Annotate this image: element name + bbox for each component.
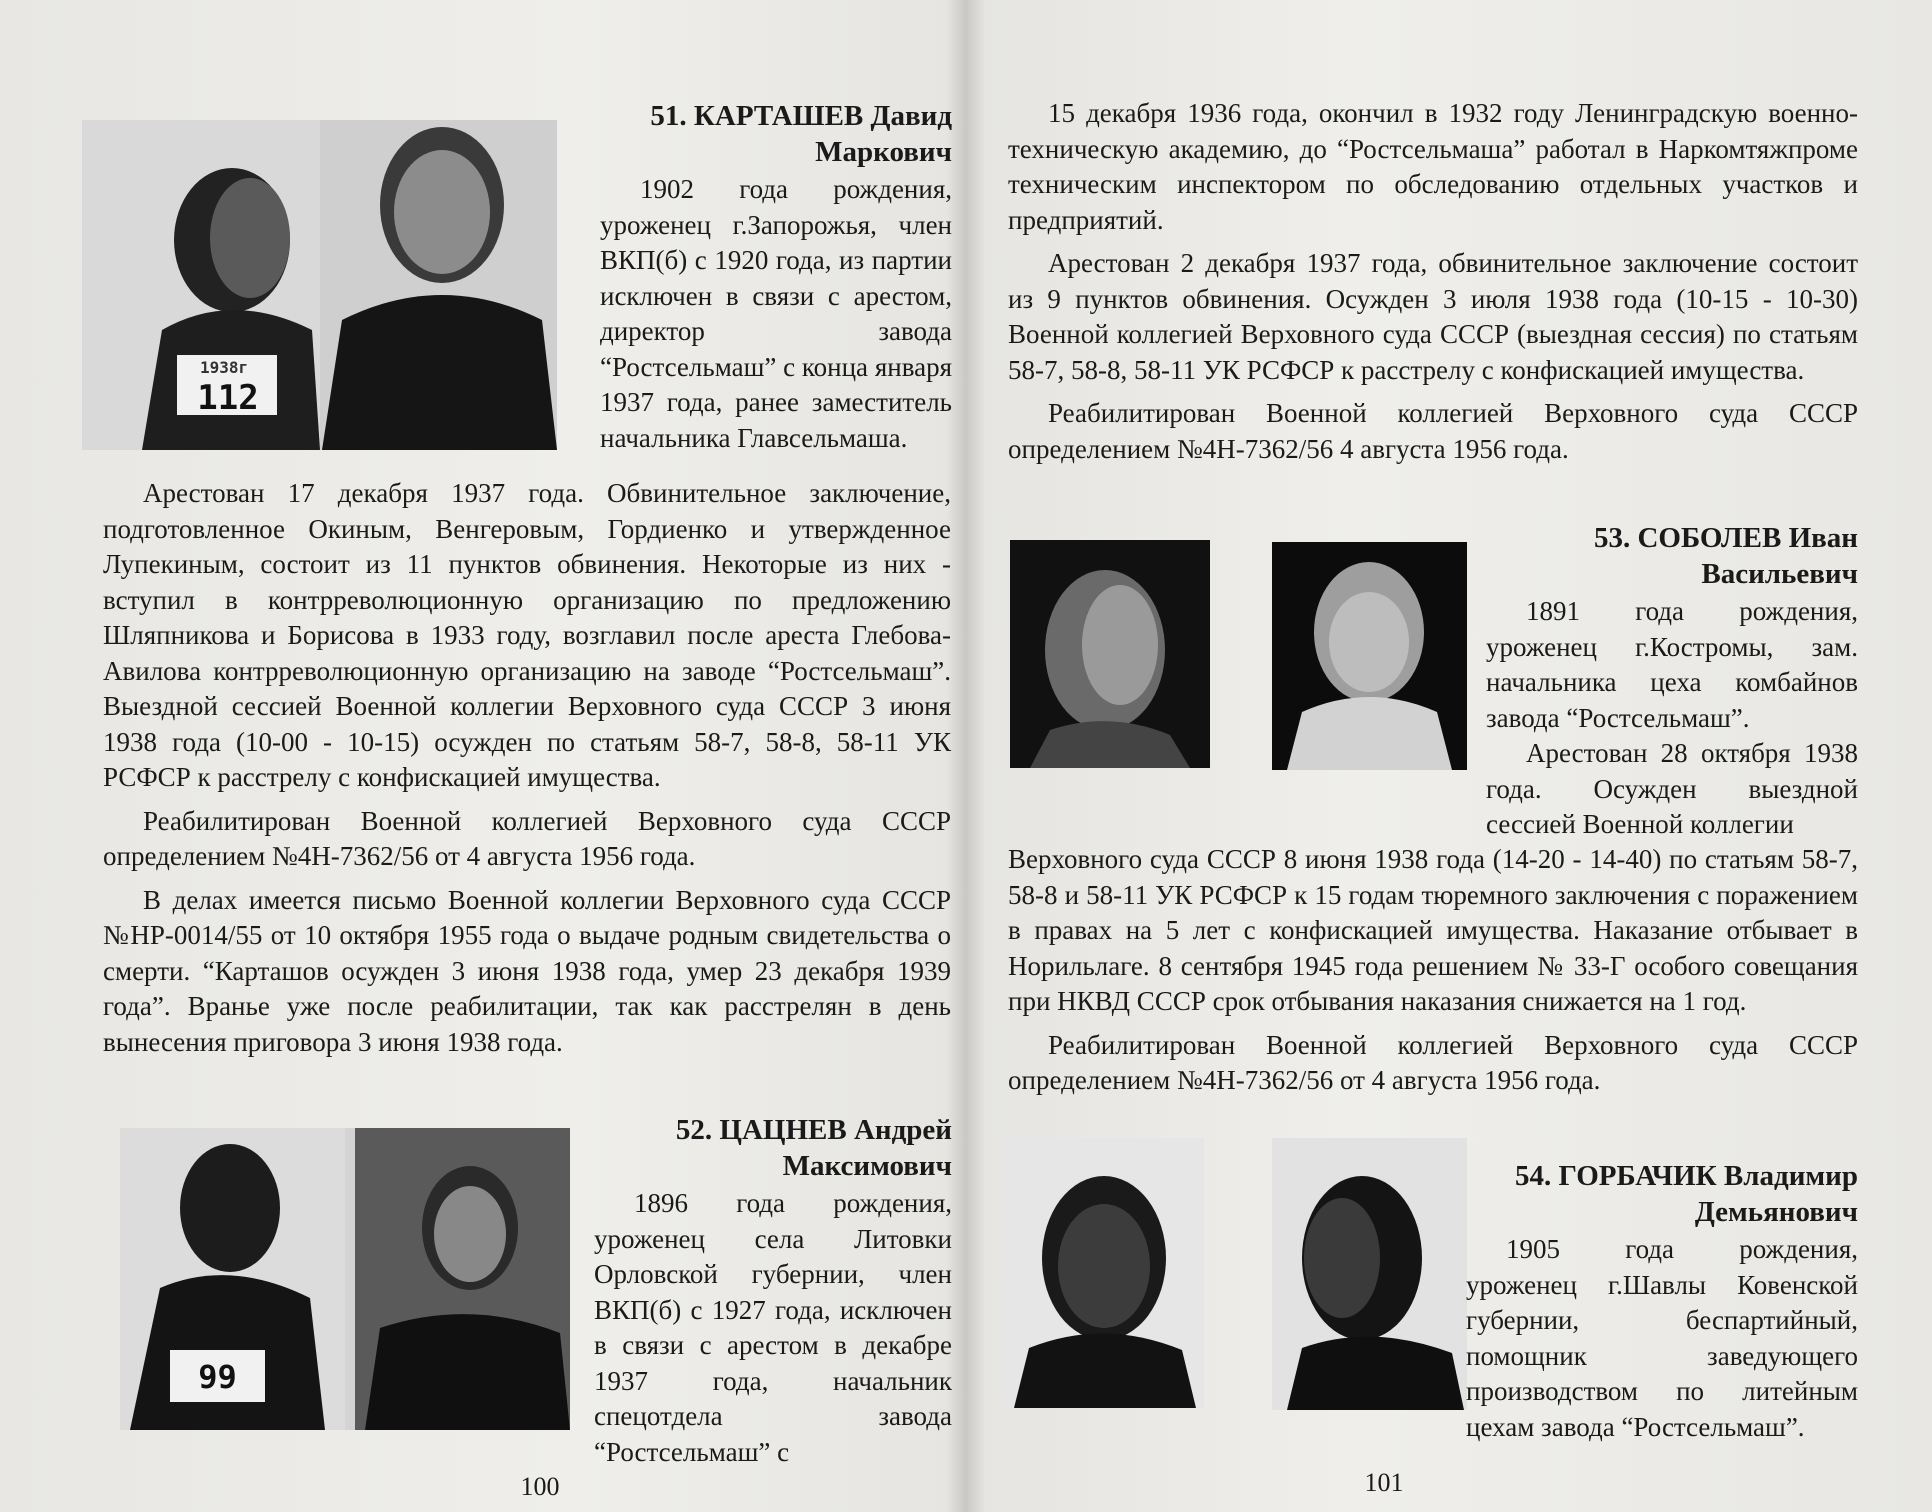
photo-tag-top-51: 1938г [200, 358, 249, 377]
entry-53-arrest: Арестован 28 октября 1938 года. Осужден выездной сессией Военной коллегии [1486, 738, 1858, 839]
entry-51-paragraph-1: Арестован 17 декабря 1937 года. Обвинительное заключение, подготовленное Окиным, Венгеровым, Гордиенко и утвержденное Лупекиным, состоит из 11 пунктов обвинения. Некоторые из них - вступил в контрреволюционную организацию по предложению Шляпникова и Борисова в 1933 году, возглавил после ареста Глебова-Авилова контрреволюционную организацию на заводе “Ростсельмаш”. Выездной сессией Военной коллегии Верховного суда СССР 3 июня 1938 года (10-00 - 10-15) осужден по статьям 58-7, 58-8, 58-11 УК РСФСР к расстрелу с конфискацией имущества. [103, 478, 951, 792]
entry-52-heading: 52. ЦАЦНЕВ Андрей Максимович [675, 1114, 952, 1182]
entry-54-heading: 54. ГОРБАЧИК Владимир Демьянович [1514, 1160, 1858, 1228]
photo-tag-52: 99 [198, 1358, 237, 1396]
entry-54-intro [1466, 1158, 1858, 1445]
entry-51-heading: 51. КАРТАШЕВ Давид Маркович [650, 100, 952, 168]
mugshot-53-frontal [1272, 542, 1467, 770]
entry-51-paragraph-2: Реабилитирован Военной коллегией Верховного суда СССР определением №4Н-7362/56 от 4 августа 1956 года. [103, 805, 951, 871]
entry-51-intro [600, 98, 952, 456]
continuation-52-paragraph-3: Реабилитирован Военной коллегией Верховного суда СССР определением №4Н-7362/56 4 августа 1956 года. [1008, 398, 1858, 464]
entry-54-bio: 1905 года рождения, уроженец г.Шавлы Ковенской губернии, беспартийный, помощник заведующего производством по литейным цехам завода “Ростсельмаш”. [1466, 1234, 1858, 1442]
mugshot-51 [82, 120, 557, 450]
right-page [966, 0, 1932, 1512]
entry-53-bio: 1891 года рождения, уроженец г.Костромы, зам. начальника цеха комбайнов завода “Ростсельмаш”. [1486, 596, 1858, 733]
continuation-52-paragraph-2: Арестован 2 декабря 1937 года, обвинительное заключение состоит из 9 пунктов обвинения. Осужден 3 июля 1938 года (10-15 - 10-30) Военной коллегией Верховного суда СССР (выездная сессия) по статьям 58-7, 58-8, 58-11 УК РСФСР к расстрелу с конфискацией имущества. [1008, 248, 1858, 385]
mugshot-52 [120, 1128, 570, 1430]
entry-53-intro [1486, 520, 1858, 843]
mugshot-54-profile [1272, 1138, 1467, 1410]
entry-53-body [1008, 842, 1858, 1099]
photo-tag-51: 112 [197, 378, 259, 418]
entry-52-intro [594, 1112, 952, 1470]
page-number-right: 101 [1364, 1468, 1404, 1497]
entry-51-bio: 1902 года рождения, уроженец г.Запорожья, член ВКП(б) с 1920 года, из партии исключен в связи с арестом, директор завода “Ростсельмаш” с конца января 1937 года, ранее заместитель начальника Главсельмаша. [600, 174, 952, 453]
page-number-left: 100 [520, 1472, 560, 1501]
entry-53-paragraph-2: Реабилитирован Военной коллегией Верховного суда СССР определением №4Н-7362/56 от 4 августа 1956 года. [1008, 1029, 1858, 1095]
mugshot-54-frontal [1004, 1138, 1204, 1408]
continuation-52 [1008, 96, 1858, 467]
entry-52-bio: 1896 года рождения, уроженец села Литовки Орловской губернии, член ВКП(б) с 1927 года, исключен в связи с арестом в декабре 1937 года, начальник спецотдела завода “Ростсельмаш” с [594, 1188, 952, 1467]
entry-53-paragraph-1: Верховного суда СССР 8 июня 1938 года (14-20 - 14-40) по статьям 58-7, 58-8 и 58-11 УК РСФСР к 15 годам тюремного заключения с поражением в правах на 5 лет с конфискацией имущества. Наказание отбывает в Норильлаге. 8 сентября 1945 года решением № 33-Г особого совещания при НКВД СССР срок отбывания наказания снижается на 1 год. [1008, 844, 1858, 1016]
continuation-52-paragraph-1: 15 декабря 1936 года, окончил в 1932 году Ленинградскую военно-техническую академию, до “Ростсельмаша” работал в Наркомтяжпроме техническим инспектором по обследованию отдельных участков и предприятий. [1008, 98, 1858, 235]
entry-51-body [103, 476, 951, 1060]
mugshot-53-profile [1010, 540, 1210, 768]
entry-53-heading: 53. СОБОЛЕВ Иван Васильевич [1593, 522, 1858, 590]
entry-51-paragraph-3: В делах имеется письмо Военной коллегии Верховного суда СССР №НР-0014/55 от 10 октября 1955 года о выдаче родным свидетельства о смерти. “Карташов осужден 3 июня 1938 года, умер 23 декабря 1939 года”. Вранье уже после реабилитации, так как расстрелян в день вынесения приговора 3 июня 1938 года. [103, 884, 951, 1057]
